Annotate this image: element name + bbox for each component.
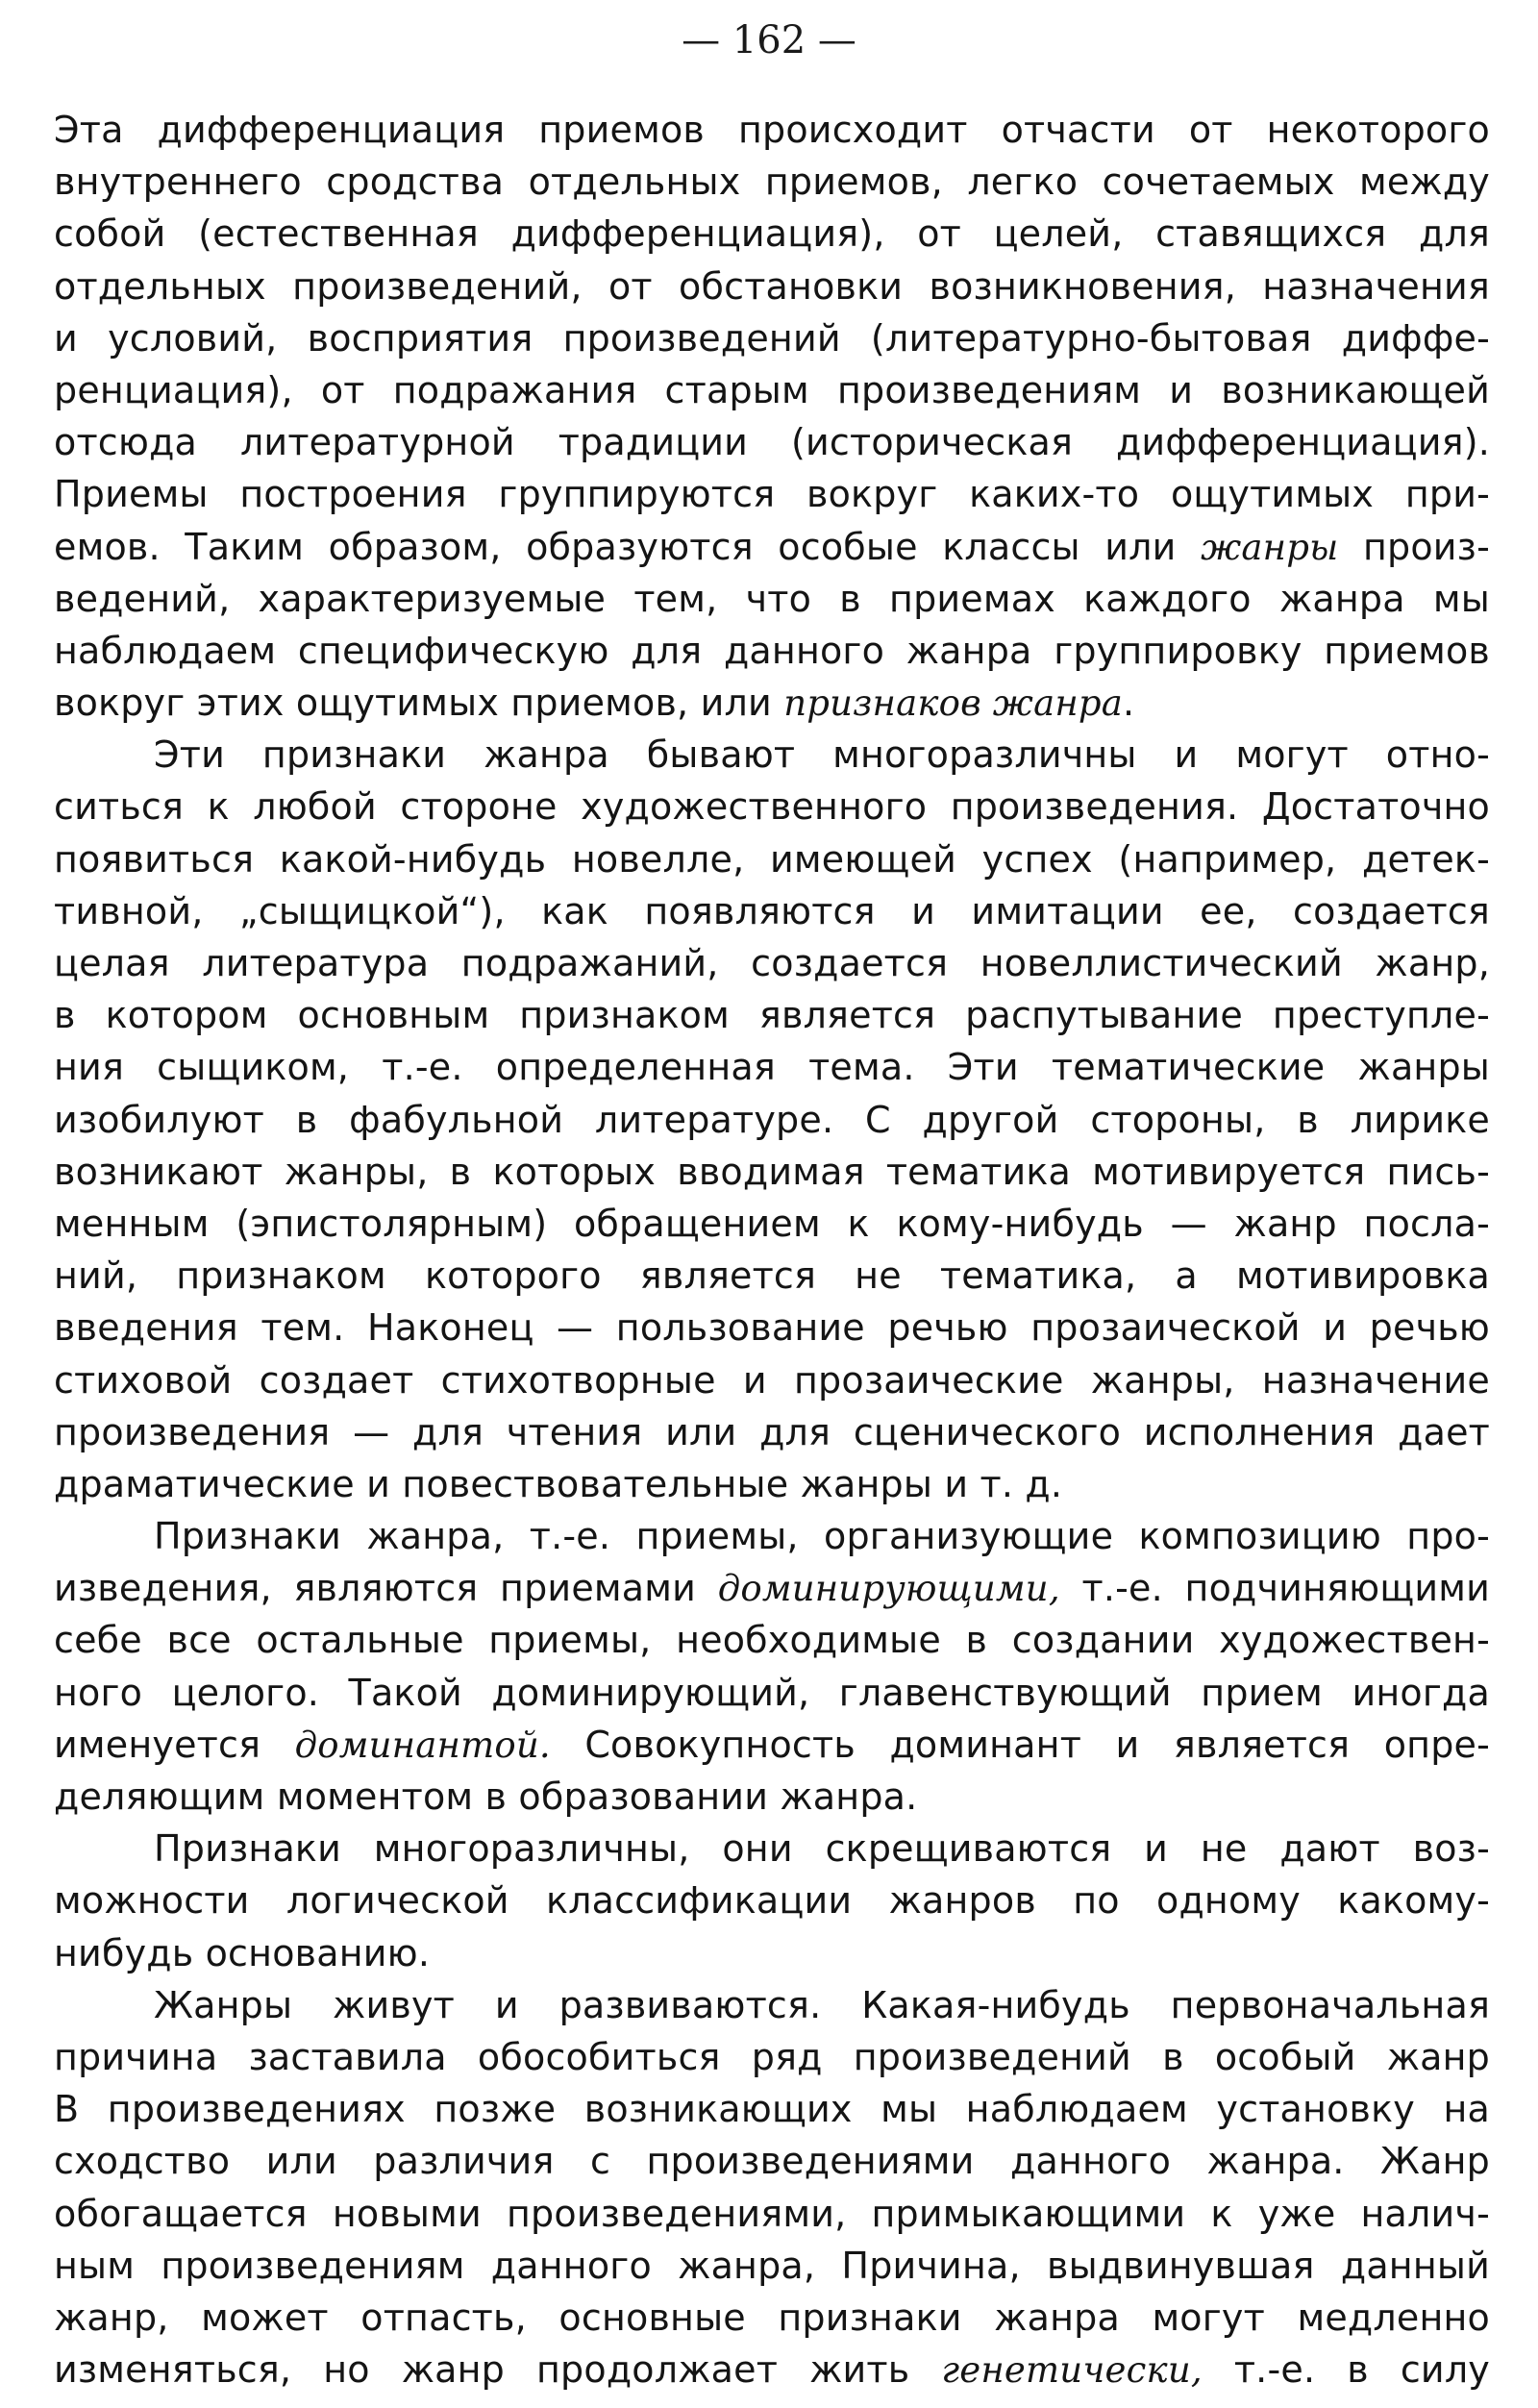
text-line	[54, 1667, 1490, 1719]
text-line	[54, 1354, 1490, 1406]
paragraph-p5	[54, 1979, 1490, 2396]
text-line	[54, 1927, 1490, 1979]
text-run: в котором основным признаком является распутывание преступле-	[54, 994, 1490, 1037]
text-run: целая литература подражаний, создается новеллистический жанр,	[54, 942, 1490, 984]
text-line	[54, 1979, 1490, 2031]
text-run: Эта дифференциация приемов происходит отчасти от некоторого	[54, 109, 1490, 151]
text-line	[54, 2240, 1490, 2292]
text-line	[54, 1041, 1490, 1093]
text-run: введения тем. Наконец — пользование речью прозаической и речью	[54, 1306, 1490, 1350]
text-run: произведения — для чтения или для сценического исполнения дает	[54, 1410, 1490, 1453]
text-line	[54, 937, 1490, 989]
text-run: деляющим моментом в образовании жанра.	[54, 1775, 918, 1818]
text-run: внутреннего сродства отдельных приемов, легко сочетаемых между	[54, 161, 1490, 204]
text-line	[54, 781, 1490, 832]
text-line	[54, 1614, 1490, 1666]
italic-term: доминирующими,	[717, 1568, 1060, 1610]
text-line	[54, 468, 1490, 520]
italic-term: жанры	[1201, 526, 1339, 568]
text-line	[54, 1771, 1490, 1823]
text-run: сходство или различия с произведениями данного жанра. Жанр	[54, 2140, 1490, 2183]
text-line	[54, 989, 1490, 1041]
text-line	[54, 208, 1490, 260]
text-line	[54, 885, 1490, 937]
text-run: и условий, восприятия произведений (литературно-бытовая диффе-	[54, 316, 1490, 360]
text-run: Эти признаки жанра бывают многоразличны и могут отно-	[154, 733, 1490, 777]
text-run: Жанры живут и развиваются. Какая-нибудь первоначальная	[154, 1983, 1490, 2026]
text-line	[54, 2083, 1490, 2135]
text-run: собой (естественная дифференциация), от целей, ставящихся для	[54, 212, 1490, 256]
paragraph-p3	[54, 1510, 1490, 1823]
text-line	[54, 156, 1490, 208]
page-text-body	[54, 104, 1490, 2396]
text-run: Приемы построения группируются вокруг каких-то ощутимых при-	[54, 473, 1490, 516]
text-run: наблюдаем специфическую для данного жанра группировку приемов	[54, 629, 1490, 672]
italic-term: генетически,	[941, 2349, 1203, 2392]
text-run: появиться какой-нибудь новелле, имеющей успех (например, детек-	[54, 837, 1490, 881]
text-run: жанр, может отпасть, основные признаки жанра могут медленно	[54, 2296, 1490, 2339]
page-number: — 162 —	[682, 18, 856, 62]
text-line	[54, 1406, 1490, 1458]
text-run: изведения, являются приемами	[54, 1567, 718, 1610]
text-run: произ-	[1338, 525, 1490, 568]
text-run: можности логической классификации жанров по одному какому-	[54, 1879, 1490, 1923]
text-line	[54, 1094, 1490, 1146]
text-run: изменяться, но жанр продолжает жить	[54, 2348, 942, 2392]
text-line	[54, 104, 1490, 156]
text-run: ведений, характеризуемые тем, что в приемах каждого жанра мы	[54, 577, 1490, 620]
text-line	[54, 2135, 1490, 2187]
text-line	[54, 521, 1490, 573]
text-line	[54, 1458, 1490, 1510]
text-line	[54, 1823, 1490, 1874]
text-run: Признаки многоразличны, они скрещиваются и не дают воз-	[154, 1827, 1490, 1871]
paragraph-p2	[54, 729, 1490, 1510]
text-line	[54, 2031, 1490, 2083]
text-run: Признаки жанра, т.-е. приемы, организующие композицию про-	[154, 1515, 1490, 1558]
text-line	[54, 312, 1490, 364]
paragraph-p1	[54, 104, 1490, 729]
text-run: тивной, „сыщицкой“), как появляются и имитации ее, создается	[54, 889, 1490, 932]
italic-term: признаков жанра	[783, 683, 1124, 725]
text-line	[54, 677, 1490, 729]
text-line	[54, 2344, 1490, 2396]
text-run: ситься к любой стороне художественного произведения. Достаточно	[54, 785, 1490, 829]
text-run: возникают жанры, в которых вводимая тематика мотивируется пись-	[54, 1150, 1490, 1193]
text-line	[54, 1562, 1490, 1614]
text-run: т.-е. в силу	[1202, 2348, 1490, 2392]
text-line	[54, 833, 1490, 885]
text-line	[54, 1510, 1490, 1562]
text-run: ний, признаком которого является не тематика, а мотивировка	[54, 1254, 1490, 1298]
text-line	[54, 1302, 1490, 1353]
text-run: отдельных произведений, от обстановки возникновения, назначения	[54, 264, 1490, 308]
text-line	[54, 261, 1490, 312]
text-run: причина заставила обособиться ряд произведений в особый жанр	[54, 2035, 1490, 2078]
text-run: .	[1123, 682, 1135, 725]
text-line	[54, 1198, 1490, 1250]
text-run: В произведениях позже возникающих мы наблюдаем установку на	[54, 2088, 1490, 2131]
text-line	[54, 416, 1490, 468]
text-line	[54, 1250, 1490, 1302]
text-line	[54, 2292, 1490, 2344]
text-line	[54, 625, 1490, 677]
text-line	[54, 1874, 1490, 1926]
text-line	[54, 1719, 1490, 1771]
text-run: емов. Таким образом, образуются особые классы или	[54, 525, 1202, 568]
text-run: ного целого. Такой доминирующий, главенствующий прием иногда	[54, 1671, 1490, 1714]
text-run: именуется	[54, 1723, 295, 1766]
text-line	[54, 729, 1490, 781]
text-line	[54, 2188, 1490, 2240]
text-run: стиховой создает стихотворные и прозаические жанры, назначение	[54, 1358, 1490, 1402]
text-run: ния сыщиком, т.-е. определенная тема. Эти тематические жанры	[54, 1046, 1490, 1089]
paragraph-p4	[54, 1823, 1490, 1979]
text-run: менным (эпистолярным) обращением к кому-нибудь — жанр посла-	[54, 1202, 1490, 1245]
text-line	[54, 573, 1490, 625]
text-run: Совокупность доминант и является опре-	[550, 1723, 1490, 1766]
text-run: драматические и повествовательные жанры и т. д.	[54, 1462, 1063, 1505]
text-run: вокруг этих ощутимых приемов, или	[54, 682, 784, 725]
text-run: себе все остальные приемы, необходимые в создании художествен-	[54, 1619, 1490, 1662]
text-run: нибудь основанию.	[54, 1931, 431, 1974]
text-run: обогащается новыми произведениями, примыкающими к уже налич-	[54, 2192, 1490, 2235]
text-run: изобилуют в фабульной литературе. С другой стороны, в лирике	[54, 1098, 1490, 1141]
text-line	[54, 364, 1490, 416]
text-run: т.-е. подчиняющими	[1059, 1567, 1490, 1610]
text-line	[54, 1146, 1490, 1198]
text-run: ренциация), от подражания старым произведениям и возникающей	[54, 368, 1490, 411]
text-run: отсюда литературной традиции (историческая дифференциация).	[54, 421, 1490, 464]
italic-term: доминантой.	[294, 1724, 551, 1766]
text-run: ным произведениям данного жанра, Причина, выдвинувшая данный	[54, 2244, 1490, 2287]
